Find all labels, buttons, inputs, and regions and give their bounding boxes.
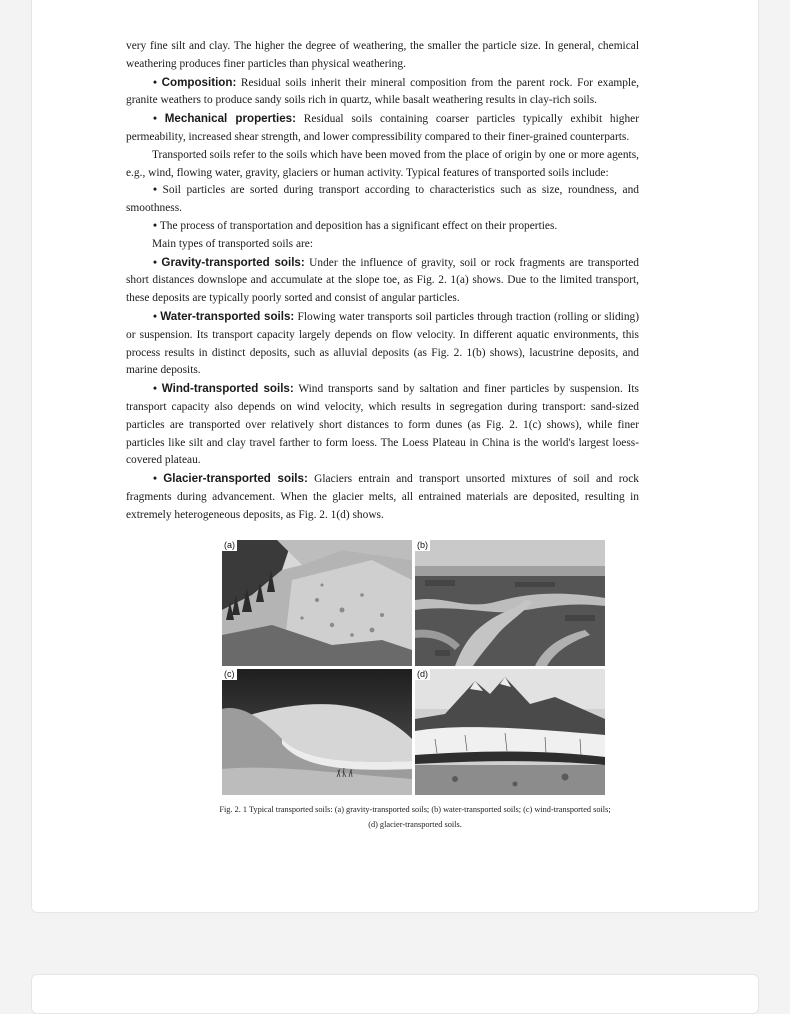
bullet-sorting: • Soil particles are sorted during transport according to characteristics such as size, roundness, and smoothness. xyxy=(126,184,639,215)
bullet-glacier-transported: • Glacier-transported soils: Glaciers entrain and transport unsorted mixtures of soil and rock fragments during advancement. When the glacier melts, all entrained materials are deposited, resulting in extremely heterogeneous deposits, as Fig. 2. 1(d) shows. xyxy=(126,472,639,521)
photo-water-transported xyxy=(415,540,605,666)
panel-label-d: (d) xyxy=(417,669,428,679)
caption-line-2: (d) glacier-transported soils. xyxy=(368,820,462,829)
bullet-gravity-transported: • Gravity-transported soils: Under the influence of gravity, soil or rock fragments are transported short distances downslope and accumulate at the slope toe, as Fig. 2. 1(a) shows. Due to the limited transport, these deposits are typically poorly sorted and consist of angular particles. xyxy=(126,255,639,305)
photo-glacier-transported xyxy=(415,669,605,795)
bullet-water-transported: • Water-transported soils: Flowing water transports soil particles through traction (rolling or sliding) or suspension. Its transport capacity largely depends on flow velocity. In different aquatic environments, this process results in distinct deposits, such as alluvial deposits (as Fig. 2. 1(b) shows), lacustrine deposits, and marine deposits. xyxy=(126,309,639,377)
photo-gravity-transported xyxy=(222,540,412,666)
bullet-wind-transported: • Wind-transported soils: Wind transports sand by saltation and finer particles by suspension. Its transport capacity also depends on wind velocity, which results in segregation during transport: sand-sized particles are transported over relatively short distances to form dunes (as Fig. 2. 1(c) shows), while finer particles like silt and clay travel farther to form loess. The Loess Plateau in China is the world's largest loess-covered plateau. xyxy=(126,382,639,467)
paragraph-transported-soils: Transported soils refer to the soils which have been moved from the place of origin by one or more agents, e.g., wind, flowing water, gravity, glaciers or human activity. Typical features of transported soils include: xyxy=(126,148,639,179)
bullet-mechanical-properties: • Mechanical properties: Residual soils containing coarser particles typically exhibit higher permeability, increased shear strength, and lower compressibility compared to their finer-grained counterparts. xyxy=(126,112,640,143)
figure-caption xyxy=(150,802,680,832)
panel-label-b: (b) xyxy=(417,540,428,550)
paragraph-continued: very fine silt and clay. The higher the degree of weathering, the smaller the particle size. In general, chemical weathering produces finer particles than physical weathering. xyxy=(126,40,639,70)
next-document-page xyxy=(31,974,759,1014)
bullet-composition: • Composition: Residual soils inherit their mineral composition from the parent rock. For example, granite weathers to produce sandy soils rich in quartz, while basalt weathering results in clay-rich soils. xyxy=(126,75,639,107)
caption-line-1: Fig. 2. 1 Typical transported soils: (a) gravity-transported soils; (b) water-transported soils; (c) wind-transported soils; xyxy=(219,805,611,814)
paragraph-main-types: Main types of transported soils are: xyxy=(152,237,314,250)
figure-2-1 xyxy=(222,540,605,795)
panel-label-c: (c) xyxy=(224,669,235,679)
page-body xyxy=(126,38,639,525)
panel-label-a: (a) xyxy=(224,540,235,550)
photo-wind-transported xyxy=(222,669,412,795)
bullet-deposition: • The process of transportation and deposition has a significant effect on their properties. xyxy=(153,219,558,232)
